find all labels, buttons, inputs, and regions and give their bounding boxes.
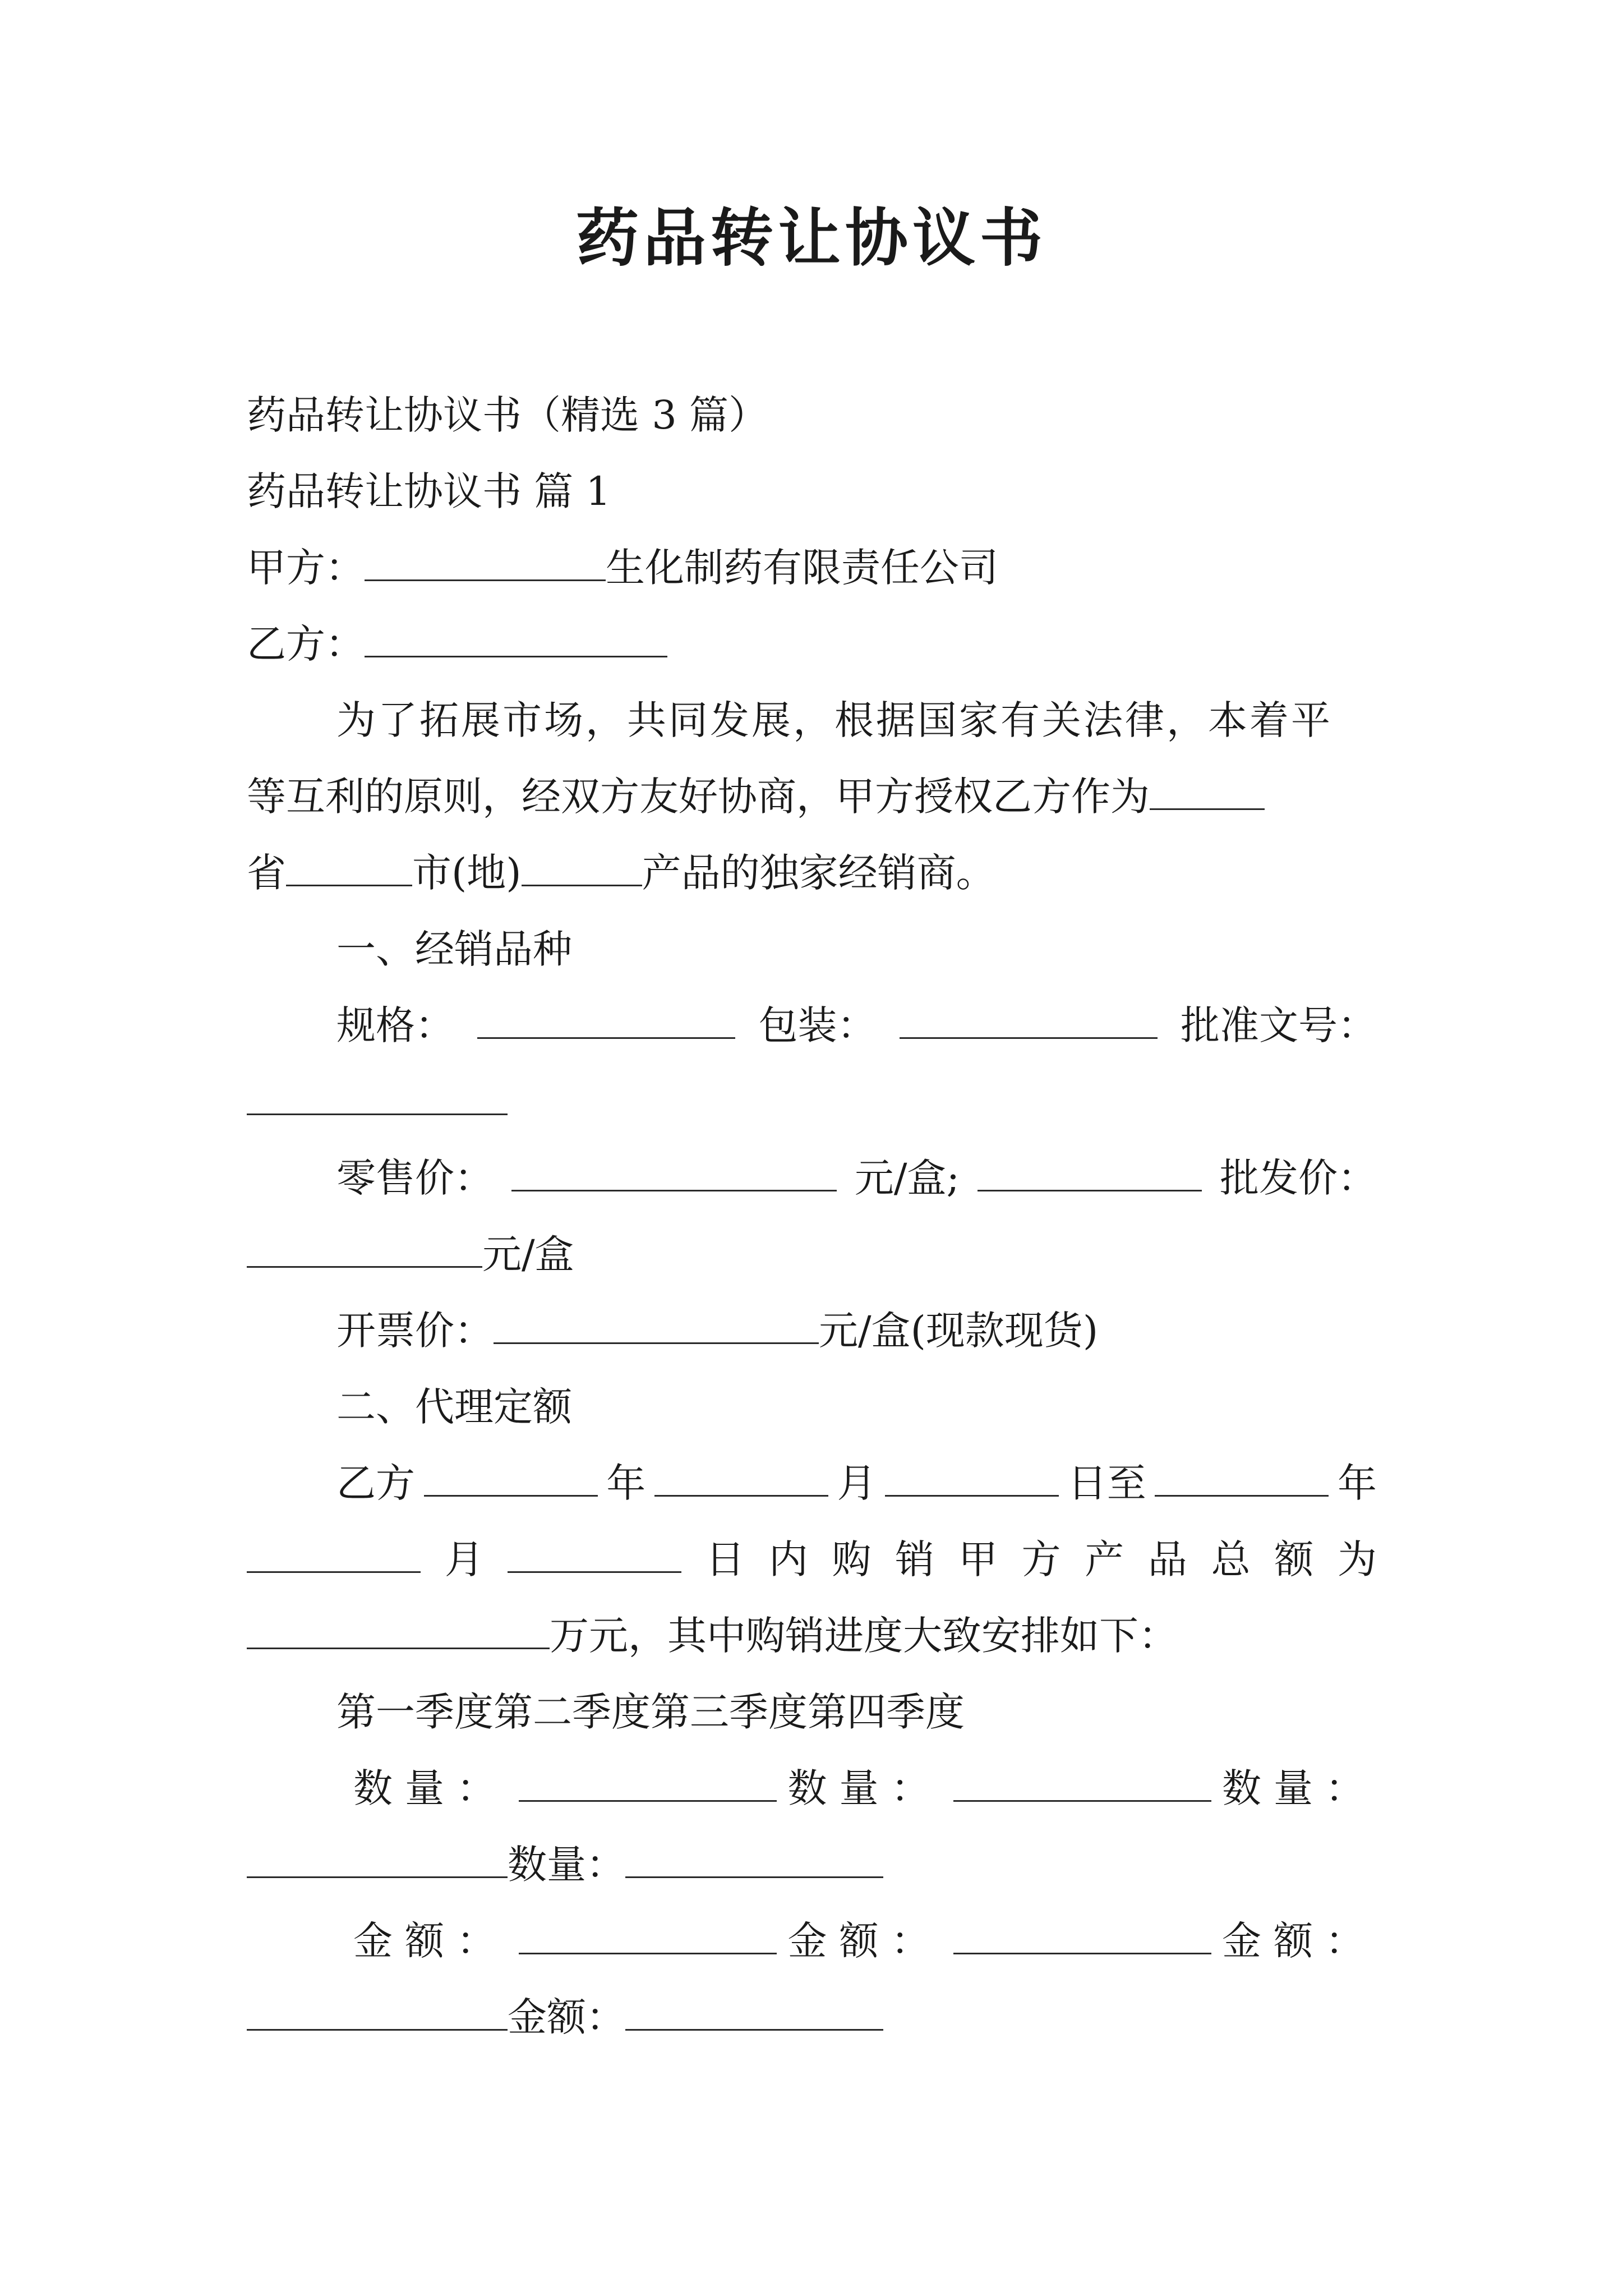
quota-char: 产 <box>1085 1536 1124 1582</box>
total-amount-blank <box>247 1608 550 1649</box>
party-a-name: 生化制药有限责任公司 <box>606 545 998 591</box>
quota-char: 甲 <box>958 1536 998 1582</box>
section-2-title: 二、代理定额 <box>336 1384 572 1430</box>
party-b-blank <box>365 616 667 657</box>
product-blank <box>522 845 642 886</box>
year-label: 年 <box>606 1460 646 1506</box>
package-label: 包装： <box>758 1002 877 1048</box>
party-a-line <box>247 540 998 596</box>
page-title: 药品转让协议书 <box>576 201 1047 275</box>
wholesale-label: 批发价： <box>1219 1155 1377 1201</box>
approval-blank <box>247 1074 508 1115</box>
qty-label-q4: 数量： <box>508 1842 625 1888</box>
start-month-blank <box>654 1456 828 1497</box>
amount-q4-blank <box>625 1990 883 2031</box>
spec-line <box>336 997 1377 1053</box>
party-b-line <box>247 616 667 672</box>
quantity-line-2 <box>247 1837 883 1893</box>
section-heading: 药品转让协议书 篇 1 <box>247 468 611 514</box>
spec-blank <box>477 998 735 1039</box>
province-blank <box>1150 769 1265 810</box>
retail-unit: 元/盒; <box>854 1155 960 1201</box>
quota-char: 月 <box>444 1536 484 1582</box>
retail-blank <box>511 1151 837 1191</box>
quota-char: 日 <box>706 1536 745 1582</box>
quota-line-1 <box>336 1455 1377 1511</box>
intro-line-2 <box>247 769 1265 825</box>
amount-line-2 <box>247 1989 883 2045</box>
wholesale-unit: 元/盒 <box>482 1231 574 1277</box>
quota-char: 额 <box>1274 1536 1314 1582</box>
distributor-text: 产品的独家经销商。 <box>642 850 995 896</box>
amount-q1-blank <box>519 1913 777 1954</box>
amount-q2-blank <box>953 1913 1211 1954</box>
retail-label: 零售价： <box>336 1155 494 1201</box>
qty-label-q2: 数量： <box>787 1765 943 1811</box>
end-year-label: 年 <box>1338 1460 1377 1506</box>
city-blank <box>286 845 412 886</box>
quota-char: 为 <box>1337 1536 1377 1582</box>
quota-line-3 <box>247 1608 1178 1664</box>
qty-q3-blank <box>247 1837 508 1878</box>
amount-label-q1: 金额： <box>353 1918 508 1964</box>
subtitle: 药品转让协议书（精选 3 篇） <box>247 392 768 438</box>
quota-char: 销 <box>895 1536 935 1582</box>
qty-q2-blank <box>953 1761 1211 1802</box>
quota-char: 内 <box>768 1536 808 1582</box>
invoice-blank <box>494 1303 819 1344</box>
retail-extra-blank <box>978 1151 1202 1191</box>
spec-label: 规格： <box>336 1002 454 1048</box>
qty-label-q1: 数量： <box>353 1765 508 1811</box>
end-month-blank <box>247 1532 421 1573</box>
intro-line-1: 为了拓展市场，共同发展，根据国家有关法律，本着平 <box>336 697 1332 743</box>
party-a-label: 甲方： <box>247 545 365 591</box>
month-label: 月 <box>837 1460 877 1506</box>
approval-line <box>247 1074 508 1130</box>
quota-party: 乙方 <box>336 1460 415 1506</box>
amount-label-q2: 金额： <box>787 1918 943 1964</box>
amount-q3-blank <box>247 1990 508 2031</box>
amount-label-q4: 金额： <box>508 1994 625 2040</box>
qty-q4-blank <box>625 1837 883 1878</box>
province-label: 省 <box>247 850 286 896</box>
quota-char: 总 <box>1211 1536 1251 1582</box>
quota-char: 购 <box>832 1536 872 1582</box>
start-year-blank <box>424 1456 598 1497</box>
party-b-label: 乙方： <box>247 621 365 667</box>
qty-label-q3: 数量： <box>1222 1765 1377 1811</box>
city-label: 市(地) <box>412 850 522 896</box>
retail-line <box>336 1150 1377 1206</box>
wholesale-line <box>247 1226 574 1282</box>
package-blank <box>900 998 1158 1039</box>
section-1-title: 一、经销品种 <box>336 926 572 972</box>
quota-char: 品 <box>1147 1536 1187 1582</box>
quota-line-2 <box>247 1531 1377 1588</box>
end-day-blank <box>508 1532 681 1573</box>
intro-line-2-text: 等互利的原则，经双方友好协商，甲方授权乙方作为 <box>247 774 1150 820</box>
approval-label: 批准文号： <box>1181 1002 1377 1048</box>
quarters-line: 第一季度第二季度第三季度第四季度 <box>336 1689 965 1735</box>
qty-q1-blank <box>519 1761 777 1802</box>
amount-label-q3: 金额： <box>1222 1918 1377 1964</box>
intro-line-3 <box>247 845 995 901</box>
end-year-blank <box>1155 1456 1329 1497</box>
party-a-blank <box>365 540 606 581</box>
quantity-line-1 <box>353 1760 1377 1816</box>
invoice-label: 开票价： <box>336 1308 494 1354</box>
quota-char: 方 <box>1021 1536 1061 1582</box>
quota-schedule-text: 万元，其中购销进度大致安排如下： <box>550 1613 1178 1659</box>
wholesale-blank <box>247 1227 482 1268</box>
invoice-unit: 元/盒(现款现货) <box>819 1308 1099 1354</box>
start-day-blank <box>885 1456 1059 1497</box>
amount-line-1 <box>353 1913 1377 1969</box>
day-to-label: 日至 <box>1067 1460 1146 1506</box>
invoice-line <box>336 1303 1098 1359</box>
